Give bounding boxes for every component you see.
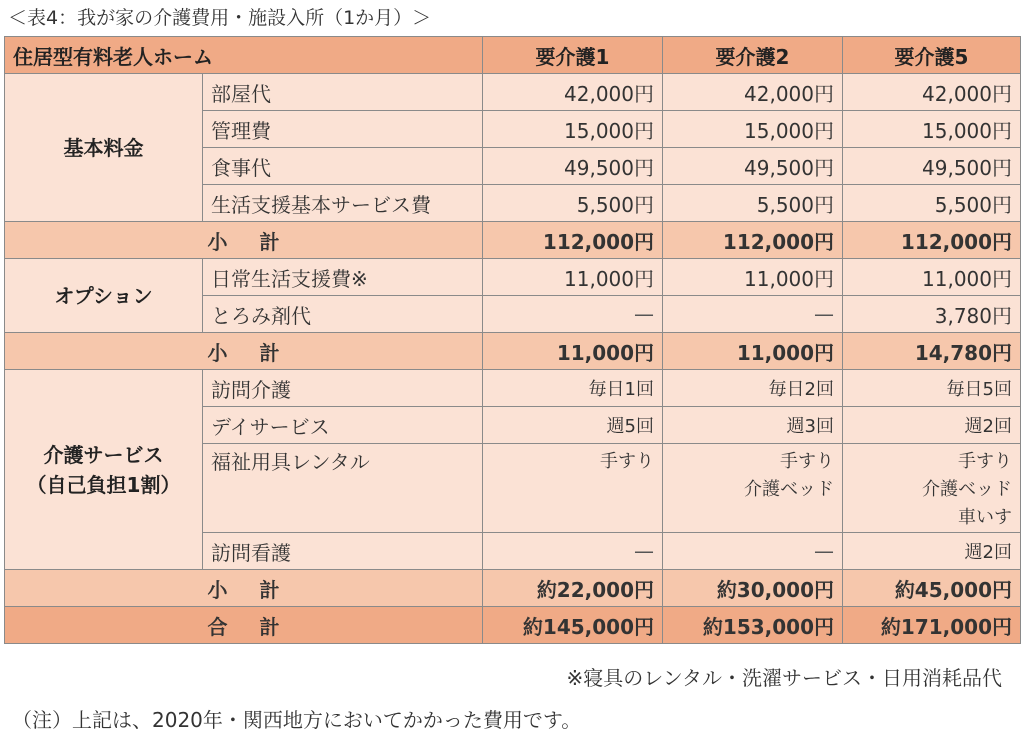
cell-value: 49,500円 [843, 148, 1021, 185]
cell-value: 週2回 [843, 407, 1021, 444]
subtotal-label-a: 小 [207, 577, 228, 602]
category-care [5, 370, 203, 570]
total-value: 約145,000円 [483, 607, 663, 644]
note: （注）上記は、2020年・関西地方においてかかった費用です。 [12, 708, 582, 732]
subtotal-row-basic [5, 222, 1021, 259]
row-label: 生活支援基本サービス費 [203, 185, 483, 222]
cell-value: 毎日5回 [843, 370, 1021, 407]
cell-value: — [483, 296, 663, 333]
cell-value: 5,500円 [483, 185, 663, 222]
cell-value: 3,780円 [843, 296, 1021, 333]
cell-value: 週3回 [663, 407, 843, 444]
row-label: 訪問介護 [203, 370, 483, 407]
rental-item: 介護ベッド [744, 479, 834, 500]
cell-value [483, 444, 663, 533]
subtotal-label-b: 計 [259, 577, 280, 602]
header-col-3: 要介護5 [843, 37, 1021, 74]
cell-value: 毎日2回 [663, 370, 843, 407]
rental-item: 手すり [600, 451, 654, 472]
table-row [5, 259, 1021, 296]
cell-value: — [663, 296, 843, 333]
header-title: 住居型有料老人ホーム [5, 37, 483, 74]
subtotal-label [5, 333, 483, 370]
cell-value: 11,000円 [663, 259, 843, 296]
rental-item: 車いす [958, 507, 1012, 528]
subtotal-value: 14,780円 [843, 333, 1021, 370]
rental-item: 介護ベッド [922, 479, 1012, 500]
cell-value: 42,000円 [663, 74, 843, 111]
subtotal-row-care [5, 570, 1021, 607]
table-row [5, 370, 1021, 407]
row-label: 日常生活支援費※ [203, 259, 483, 296]
header-col-2: 要介護2 [663, 37, 843, 74]
total-label [5, 607, 483, 644]
row-label: デイサービス [203, 407, 483, 444]
row-label: 管理費 [203, 111, 483, 148]
category-care-line1: 介護サービス [43, 442, 164, 467]
rental-item: 手すり [780, 451, 834, 472]
subtotal-value: 約45,000円 [843, 570, 1021, 607]
cell-value: 15,000円 [483, 111, 663, 148]
total-value: 約171,000円 [843, 607, 1021, 644]
cell-value [663, 444, 843, 533]
rental-item: 手すり [958, 451, 1012, 472]
total-label-b: 計 [259, 614, 280, 639]
subtotal-value: 112,000円 [843, 222, 1021, 259]
cell-value: 11,000円 [843, 259, 1021, 296]
subtotal-label-a: 小 [207, 229, 228, 254]
cell-value: 49,500円 [483, 148, 663, 185]
subtotal-value: 11,000円 [663, 333, 843, 370]
cell-value: 11,000円 [483, 259, 663, 296]
cell-value: 毎日1回 [483, 370, 663, 407]
subtotal-value: 112,000円 [663, 222, 843, 259]
subtotal-row-option [5, 333, 1021, 370]
subtotal-label [5, 222, 483, 259]
subtotal-value: 112,000円 [483, 222, 663, 259]
cell-value: — [663, 533, 843, 570]
cost-table [4, 36, 1021, 644]
cell-value: 42,000円 [483, 74, 663, 111]
total-label-a: 合 [207, 614, 228, 639]
cell-value: — [483, 533, 663, 570]
cell-value: 42,000円 [843, 74, 1021, 111]
cell-value: 週2回 [843, 533, 1021, 570]
subtotal-value: 約30,000円 [663, 570, 843, 607]
table-caption: ＜表4：我が家の介護費用・施設入所（1か月）＞ [8, 7, 432, 29]
row-label: 訪問看護 [203, 533, 483, 570]
row-label: 部屋代 [203, 74, 483, 111]
row-label: とろみ剤代 [203, 296, 483, 333]
cell-value [843, 444, 1021, 533]
cell-value: 週5回 [483, 407, 663, 444]
category-basic: 基本料金 [5, 74, 203, 222]
table-row [5, 74, 1021, 111]
subtotal-value: 約22,000円 [483, 570, 663, 607]
cell-value: 15,000円 [663, 111, 843, 148]
cell-value: 15,000円 [843, 111, 1021, 148]
subtotal-label-b: 計 [259, 340, 280, 365]
category-care-line2: （自己負担1割） [26, 472, 181, 497]
subtotal-label-b: 計 [259, 229, 280, 254]
header-row [5, 37, 1021, 74]
header-col-1: 要介護1 [483, 37, 663, 74]
row-label: 食事代 [203, 148, 483, 185]
row-label: 福祉用具レンタル [203, 444, 483, 533]
footnote: ※寝具のレンタル・洗濯サービス・日用消耗品代 [566, 666, 1002, 690]
subtotal-label-a: 小 [207, 340, 228, 365]
total-value: 約153,000円 [663, 607, 843, 644]
subtotal-label [5, 570, 483, 607]
cell-value: 5,500円 [843, 185, 1021, 222]
subtotal-value: 11,000円 [483, 333, 663, 370]
total-row [5, 607, 1021, 644]
cell-value: 49,500円 [663, 148, 843, 185]
category-option: オプション [5, 259, 203, 333]
cell-value: 5,500円 [663, 185, 843, 222]
